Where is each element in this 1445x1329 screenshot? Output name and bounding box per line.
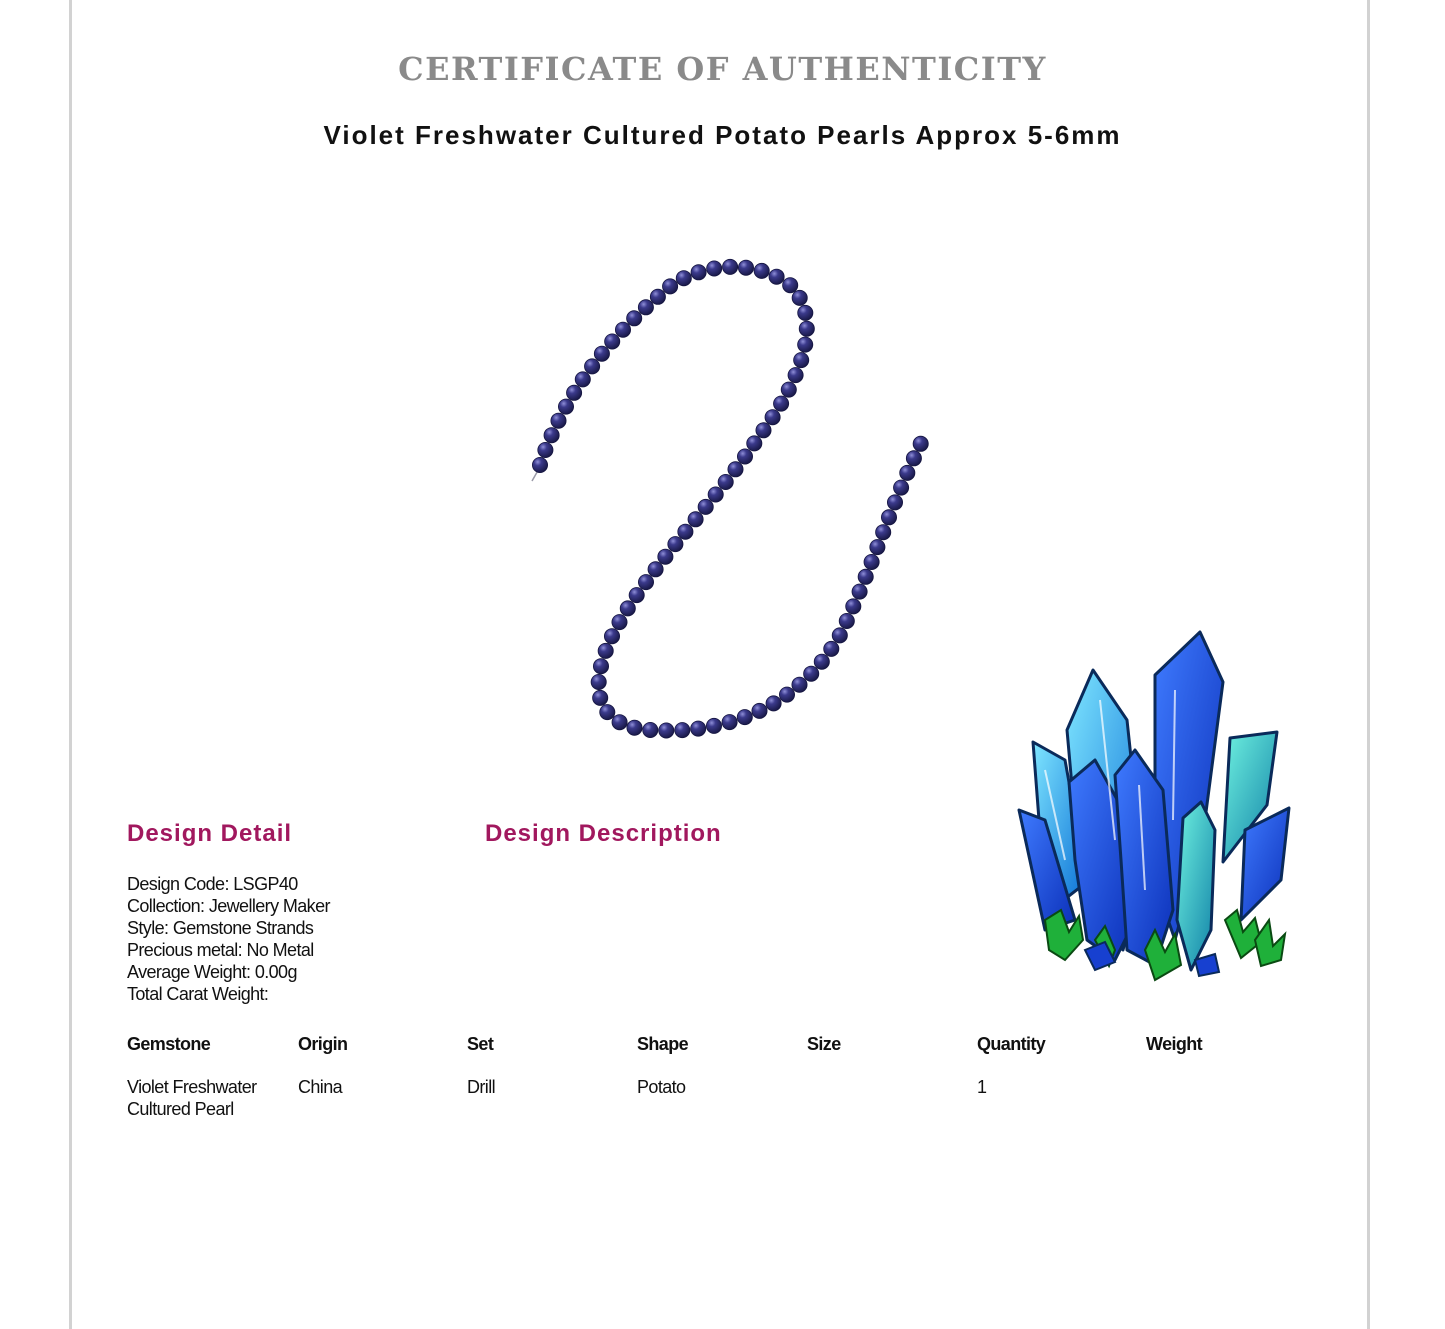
pearl-strand-image <box>520 245 960 755</box>
pearl-bead <box>627 311 642 326</box>
header-shape: Shape <box>637 1034 689 1054</box>
page-border-left <box>69 0 72 1329</box>
precious-metal: Precious metal: No Metal <box>127 940 314 960</box>
pearl-bead <box>769 269 784 284</box>
pearl-bead <box>532 457 547 472</box>
pearl-bead <box>906 451 921 466</box>
pearl-bead <box>648 562 663 577</box>
header-weight: Weight <box>1146 1034 1203 1054</box>
pearl-bead <box>718 474 733 489</box>
design-description-heading: Design Description <box>485 820 722 847</box>
pearl-bead <box>668 537 683 552</box>
pearl-bead <box>814 654 829 669</box>
pearl-bead <box>794 353 809 368</box>
pearl-bead <box>832 628 847 643</box>
pearl-bead <box>691 265 706 280</box>
pearl-bead <box>567 385 582 400</box>
pearl-bead <box>663 279 678 294</box>
pearl-bead <box>659 723 674 738</box>
cell-shape: Potato <box>637 1077 686 1097</box>
cell-quantity: 1 <box>977 1077 987 1097</box>
pearl-bead <box>688 512 703 527</box>
pearl-bead <box>691 721 706 736</box>
pearl-bead <box>766 696 781 711</box>
pearl-bead <box>629 588 644 603</box>
pearl-bead <box>675 723 690 738</box>
pearl-bead <box>615 322 630 337</box>
gemstone-table <box>127 1033 1347 1119</box>
pearl-bead <box>852 584 867 599</box>
pearl-bead <box>708 487 723 502</box>
pearl-bead <box>737 710 752 725</box>
pearl-bead <box>783 278 798 293</box>
header-size: Size <box>807 1034 841 1054</box>
pearl-bead <box>585 359 600 374</box>
total-carat-weight: Total Carat Weight: <box>127 984 269 1004</box>
pearl-bead <box>799 321 814 336</box>
design-detail-heading: Design Detail <box>127 820 293 847</box>
pearl-bead <box>792 290 807 305</box>
pearl-bead <box>538 442 553 457</box>
product-title: Violet Freshwater Cultured Potato Pearls Approx 5-6mm <box>323 120 1122 150</box>
pearl-bead <box>839 613 854 628</box>
pearl-bead <box>876 525 891 540</box>
pearl-bead <box>698 499 713 514</box>
pearl-bead <box>858 569 873 584</box>
page-border-right <box>1367 0 1370 1329</box>
pearl-bead <box>747 436 762 451</box>
pearl-bead <box>598 643 613 658</box>
pearl-bead <box>650 289 665 304</box>
pearl-bead <box>620 601 635 616</box>
pearl-bead <box>792 677 807 692</box>
pearl-bead <box>604 629 619 644</box>
pearl-bead <box>752 703 767 718</box>
header-origin: Origin <box>298 1034 348 1054</box>
header-set: Set <box>467 1034 494 1054</box>
pearl-bead <box>887 495 902 510</box>
pearl-bead <box>754 263 769 278</box>
cell-gemstone <box>127 1076 257 1120</box>
pearl-bead <box>591 674 606 689</box>
pearl-bead <box>900 465 915 480</box>
pearl-bead <box>765 410 780 425</box>
cell-gemstone-line1: Violet Freshwater <box>127 1077 257 1097</box>
header-quantity: Quantity <box>977 1034 1046 1054</box>
pearl-bead <box>605 334 620 349</box>
pearl-bead <box>551 413 566 428</box>
pearl-bead <box>774 396 789 411</box>
pearl-bead <box>913 436 928 451</box>
pearl-bead <box>707 261 722 276</box>
pearl-bead <box>738 260 753 275</box>
pearl-bead <box>788 368 803 383</box>
pearl-bead <box>798 305 813 320</box>
pearl-bead <box>728 462 743 477</box>
pearl-bead <box>575 372 590 387</box>
pearl-bead <box>722 715 737 730</box>
pearl-bead <box>594 346 609 361</box>
style: Style: Gemstone Strands <box>127 918 314 938</box>
pearl-bead <box>600 705 615 720</box>
pearl-bead <box>870 540 885 555</box>
pearl-bead <box>678 524 693 539</box>
pearl-bead <box>798 337 813 352</box>
pearl-bead <box>558 399 573 414</box>
pearl-bead <box>658 549 673 564</box>
pearl-bead <box>638 300 653 315</box>
pearl-bead <box>756 423 771 438</box>
cell-origin: China <box>298 1077 343 1097</box>
header-gemstone: Gemstone <box>127 1034 211 1054</box>
design-detail-list <box>127 873 330 1005</box>
pearl-bead <box>643 722 658 737</box>
pearl-bead <box>881 510 896 525</box>
pearl-bead <box>737 449 752 464</box>
pearl-bead <box>781 382 796 397</box>
pearl-bead <box>612 715 627 730</box>
table-row <box>127 1076 1347 1119</box>
pearl-bead <box>638 575 653 590</box>
pearl-bead <box>804 666 819 681</box>
pearl-bead <box>706 718 721 733</box>
pearl-bead <box>676 271 691 286</box>
pearl-bead <box>612 615 627 630</box>
pearl-bead <box>824 641 839 656</box>
cell-gemstone-line2: Cultured Pearl <box>127 1099 234 1119</box>
pearl-bead <box>846 599 861 614</box>
pearl-bead <box>894 480 909 495</box>
table-header-row <box>127 1033 1347 1055</box>
crystal-cluster-image <box>1005 620 1305 1000</box>
certificate-title: CERTIFICATE OF AUTHENTICITY <box>398 50 1047 88</box>
pearl-bead <box>593 690 608 705</box>
cell-set: Drill <box>467 1077 495 1097</box>
pearl-bead <box>593 659 608 674</box>
design-code: Design Code: LSGP40 <box>127 874 298 894</box>
average-weight: Average Weight: 0.00g <box>127 962 297 982</box>
pearl-bead <box>544 428 559 443</box>
collection: Collection: Jewellery Maker <box>127 896 330 916</box>
pearl-bead <box>864 554 879 569</box>
pearl-bead <box>627 720 642 735</box>
pearl-bead <box>779 687 794 702</box>
pearl-bead <box>723 259 738 274</box>
